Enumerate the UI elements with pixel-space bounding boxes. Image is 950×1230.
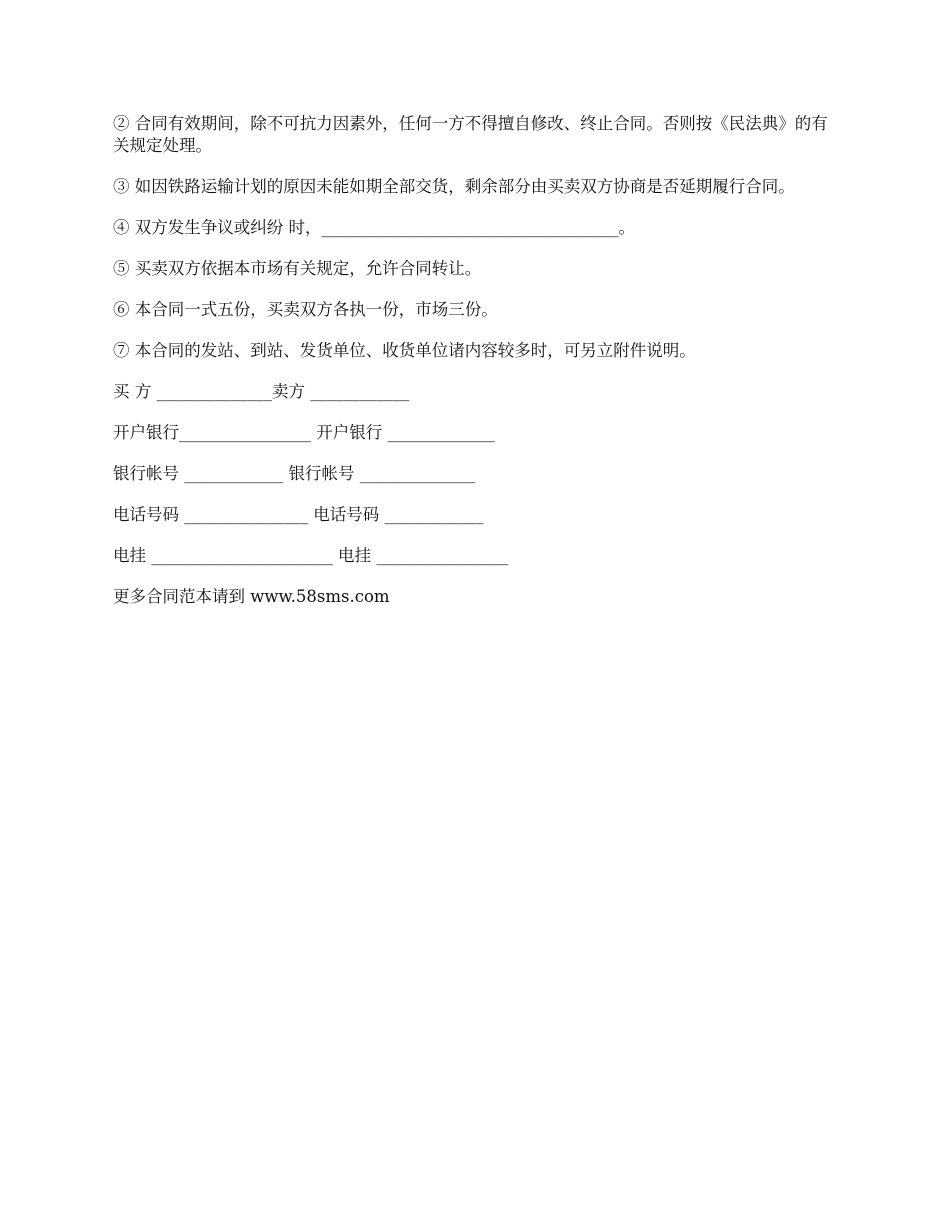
- buyer-seller-line: 买 方 ______________卖方 ____________: [113, 382, 410, 401]
- clause-3: ③ 如因铁路运输计划的原因未能如期全部交货，剩余部分由买卖双方协商是否延期履行合同。: [113, 177, 795, 196]
- clause-4: ④ 双方发生争议或纠纷 时，____________________________________。: [113, 218, 635, 237]
- telegraph-line: 电挂 ______________________ 电挂 ________________: [113, 546, 509, 565]
- clause-2: ② 合同有效期间，除不可抗力因素外，任何一方不得擅自修改、终止合同。否则按《民法典》的有关规定处理。: [113, 114, 828, 155]
- account-line: 银行帐号 ____________ 银行帐号 ______________: [113, 464, 476, 483]
- contract-page: [113, 113, 828, 627]
- clause-5: ⑤ 买卖双方依据本市场有关规定，允许合同转让。: [113, 259, 482, 278]
- clause-7: ⑦ 本合同的发站、到站、发货单位、收货单位诸内容较多时，可另立附件说明。: [113, 341, 696, 360]
- footer-note: 更多合同范本请到 www.58sms.com: [113, 587, 390, 606]
- phone-line: 电话号码 _______________ 电话号码 ____________: [113, 505, 484, 524]
- bank-line: 开户银行________________ 开户银行 _____________: [113, 423, 495, 442]
- clause-6: ⑥ 本合同一式五份，买卖双方各执一份，市场三份。: [113, 300, 498, 319]
